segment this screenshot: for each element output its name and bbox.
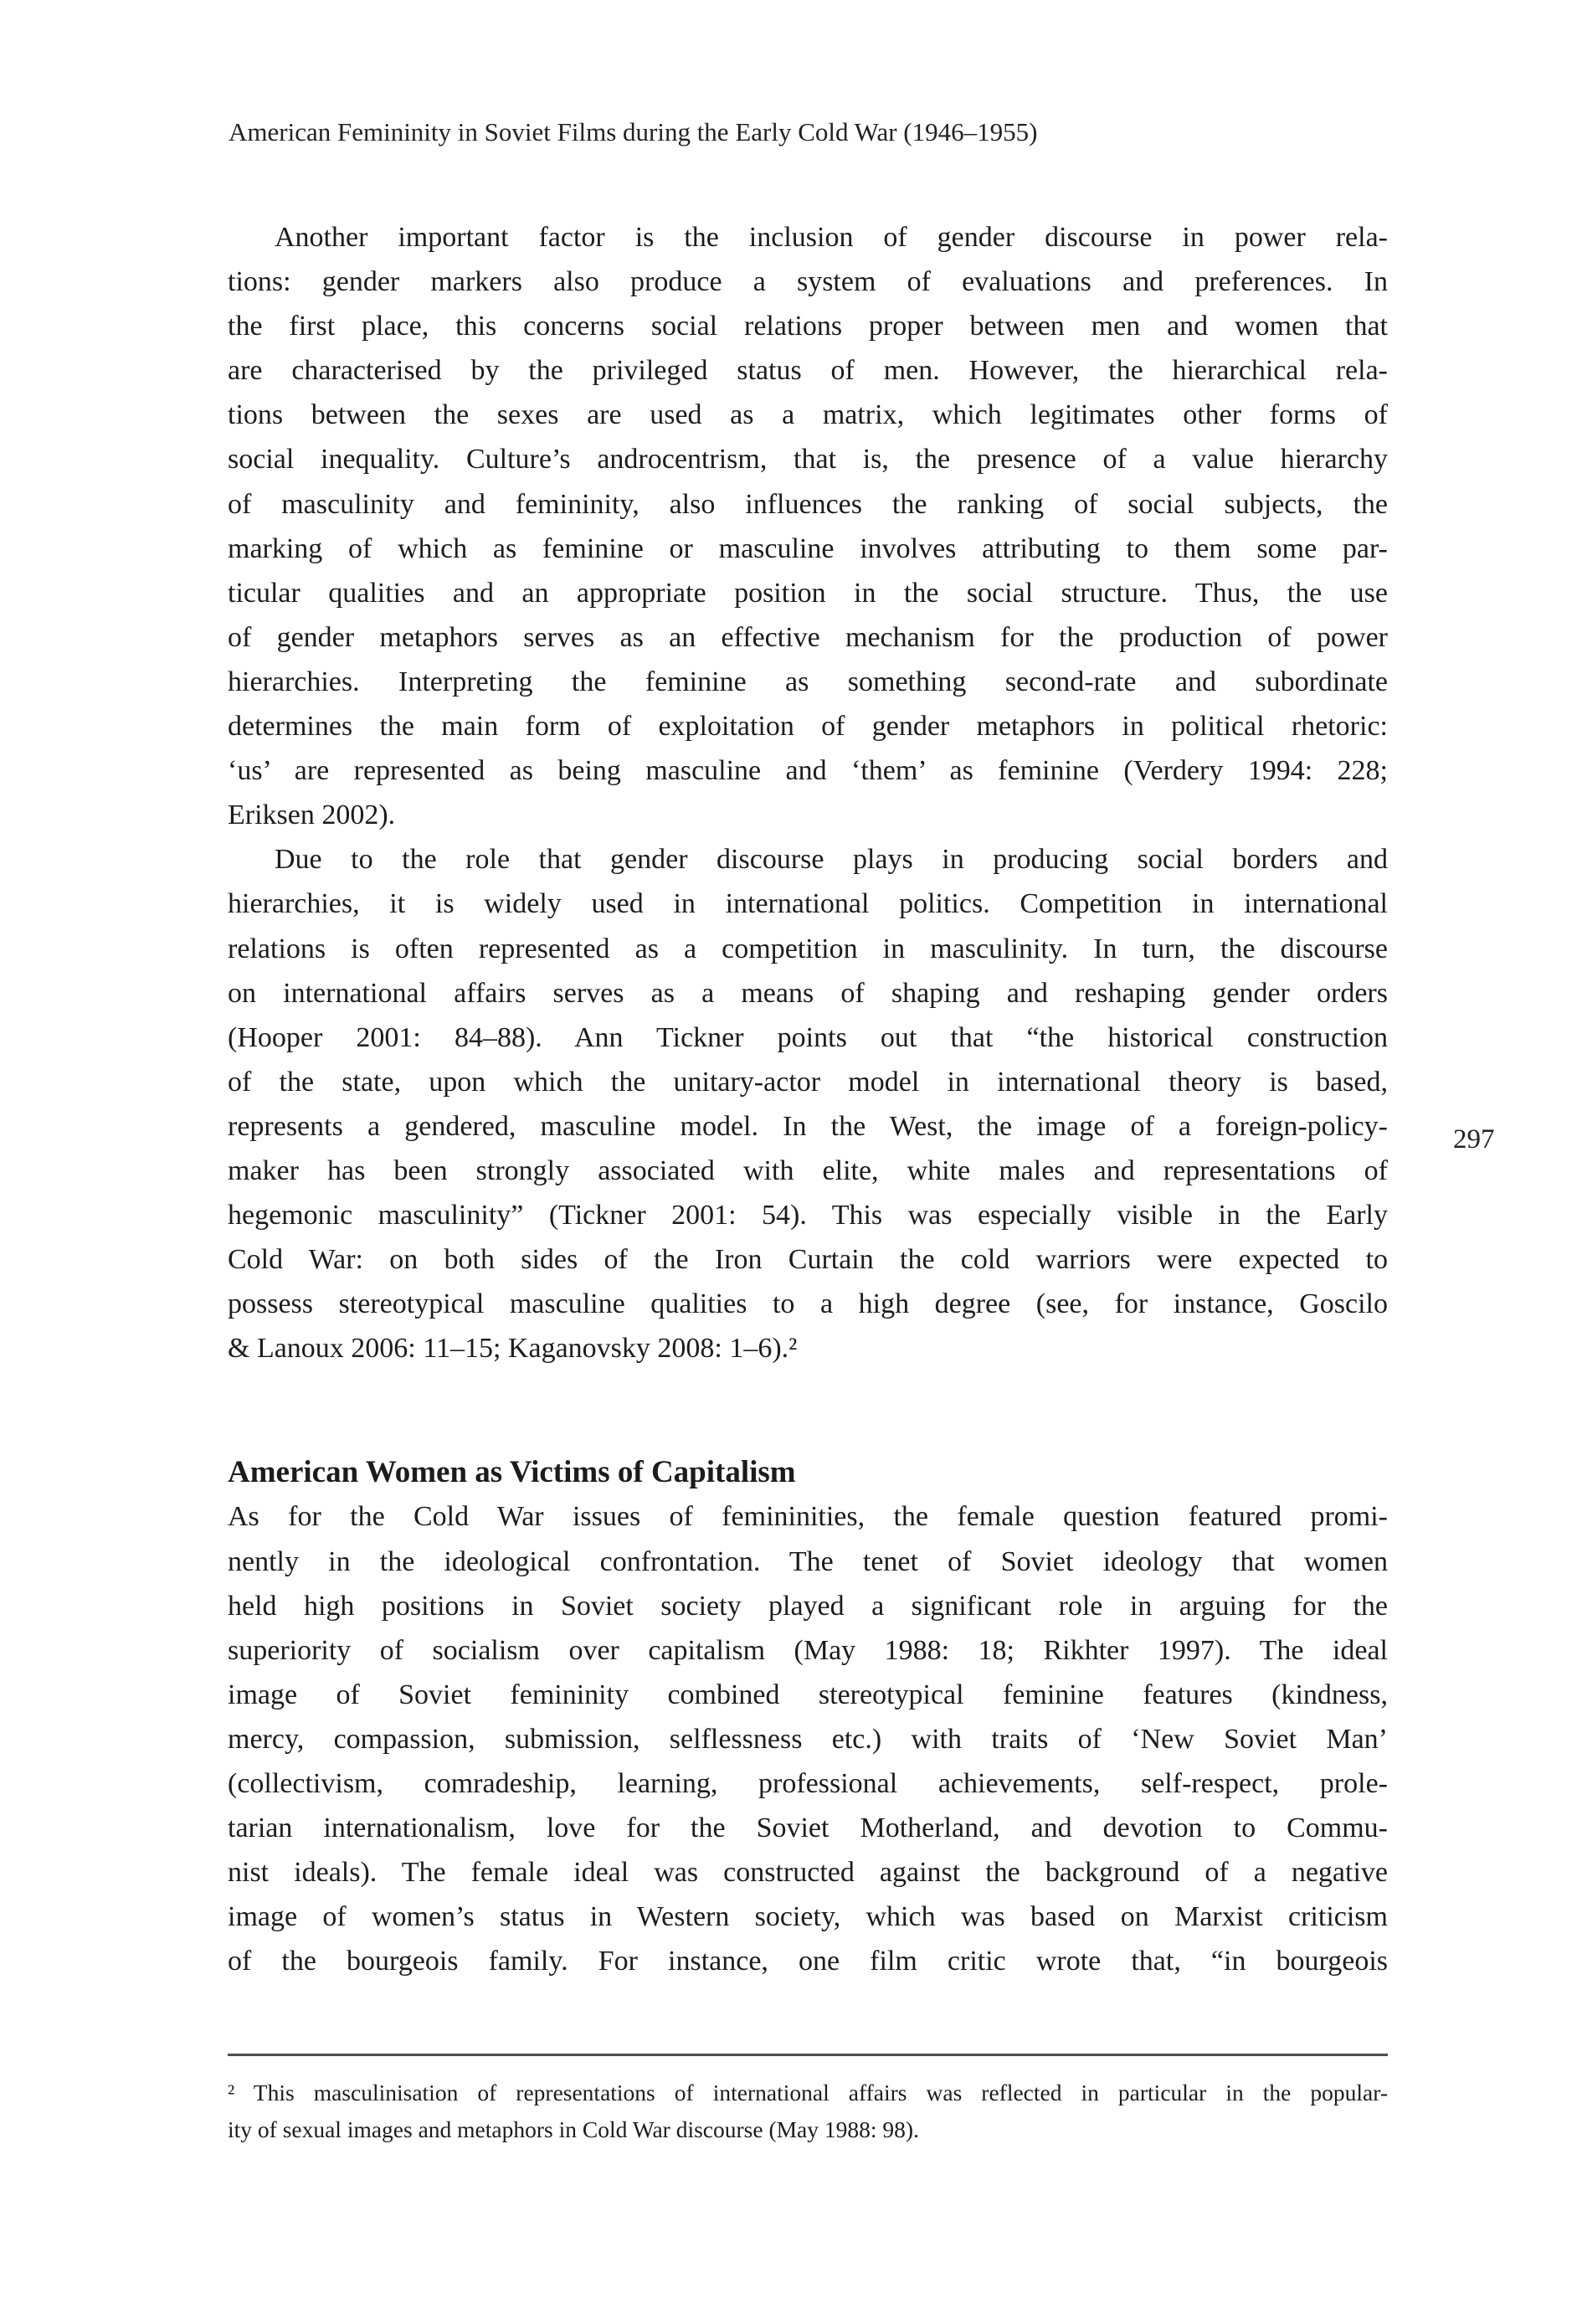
text-line: & Lanoux 2006: 11–15; Kaganovsky 2008: 1–6).²: [228, 1333, 798, 1365]
text-line: superiority of socialism over capitalism (May 1988: 18; Rikhter 1997). The ideal: [228, 1634, 1388, 1666]
text-line: As for the Cold War issues of femininities, the female question featured promi-: [228, 1501, 1388, 1533]
text-line: on international affairs serves as a means of shaping and reshaping gender orders: [228, 977, 1388, 1009]
text-line: determines the main form of exploitation of gender metaphors in political rhetoric:: [228, 711, 1388, 743]
text-line: nently in the ideological confrontation. The tenet of Soviet ideology that women: [228, 1545, 1388, 1577]
text-line: possess stereotypical masculine qualities to a high degree (see, for instance, Goscilo: [228, 1288, 1388, 1320]
text-line: image of women’s status in Western society, which was based on Marxist criticism: [228, 1901, 1388, 1933]
text-line: the first place, this concerns social relations proper between men and women that: [228, 311, 1388, 342]
text-line: mercy, compassion, submission, selflessness etc.) with traits of ‘New Soviet Man’: [228, 1723, 1388, 1755]
text-line: ticular qualities and an appropriate position in the social structure. Thus, the use: [228, 577, 1388, 609]
text-line: held high positions in Soviet society played a significant role in arguing for the: [228, 1590, 1388, 1622]
text-line: ‘us’ are represented as being masculine and ‘them’ as feminine (Verdery 1994: 228;: [228, 755, 1388, 787]
section-heading: American Women as Victims of Capitalism: [228, 1455, 796, 1490]
main-text: [228, 215, 1388, 1983]
text-line: (Hooper 2001: 84–88). Ann Tickner points out that “the historical construction: [228, 1021, 1388, 1053]
text-line: tions: gender markers also produce a system of evaluations and preferences. In: [228, 266, 1388, 298]
page-number: 297: [1453, 1124, 1495, 1154]
paragraph-american-women: [228, 1494, 1388, 1983]
text-line: nist ideals). The female ideal was constructed against the background of a negative: [228, 1857, 1388, 1889]
text-line: Due to the role that gender discourse plays in producing social borders and: [275, 844, 1388, 876]
text-line: of the state, upon which the unitary-actor model in international theory is based,: [228, 1066, 1388, 1098]
text-line: hierarchies, it is widely used in international politics. Competition in international: [228, 888, 1388, 920]
text-line: social inequality. Culture’s androcentrism, that is, the presence of a value hierarchy: [228, 444, 1388, 476]
text-line: Eriksen 2002).: [228, 800, 396, 831]
text-line: tions between the sexes are used as a matrix, which legitimates other forms of: [228, 399, 1388, 431]
running-header: American Femininity in Soviet Films during the Early Cold War (1946–1955): [229, 117, 1038, 147]
text-line: of gender metaphors serves as an effective mechanism for the production of power: [228, 621, 1388, 653]
paragraph-international-politics: [228, 837, 1388, 1370]
text-line: of the bourgeois family. For instance, one film critic wrote that, “in bourgeois: [228, 1946, 1388, 1977]
paragraph-gender-discourse: [228, 215, 1388, 837]
text-line: ² This masculinisation of representations of international affairs was reflected in particular in the popular-: [228, 2080, 1388, 2105]
text-line: hegemonic masculinity” (Tickner 2001: 54). This was especially visible in the Early: [228, 1200, 1388, 1231]
section-gap: [228, 1370, 1388, 1450]
text-line: Cold War: on both sides of the Iron Curtain the cold warriors were expected to: [228, 1244, 1388, 1276]
text-line: (collectivism, comradeship, learning, professional achievements, self-respect, prole-: [228, 1768, 1388, 1799]
text-line: represents a gendered, masculine model. In the West, the image of a foreign-policy-: [228, 1110, 1388, 1142]
text-line: ity of sexual images and metaphors in Cold War discourse (May 1988: 98).: [228, 2116, 919, 2142]
text-line: are characterised by the privileged status of men. However, the hierarchical rela-: [228, 355, 1388, 387]
footnote: [228, 2075, 1388, 2148]
text-line: Another important factor is the inclusion of gender discourse in power rela-: [275, 222, 1388, 253]
text-line: of masculinity and femininity, also influences the ranking of social subjects, the: [228, 488, 1388, 520]
text-line: marking of which as feminine or masculine involves attributing to them some par-: [228, 532, 1388, 564]
text-line: image of Soviet femininity combined stereotypical feminine features (kindness,: [228, 1679, 1388, 1710]
text-line: hierarchies. Interpreting the feminine as something second-rate and subordinate: [228, 666, 1388, 697]
footnote-rule: [228, 2054, 1388, 2056]
text-line: tarian internationalism, love for the Soviet Motherland, and devotion to Commu-: [228, 1812, 1388, 1844]
text-line: relations is often represented as a competition in masculinity. In turn, the discourse: [228, 933, 1388, 964]
text-line: maker has been strongly associated with elite, white males and representations of: [228, 1154, 1388, 1186]
